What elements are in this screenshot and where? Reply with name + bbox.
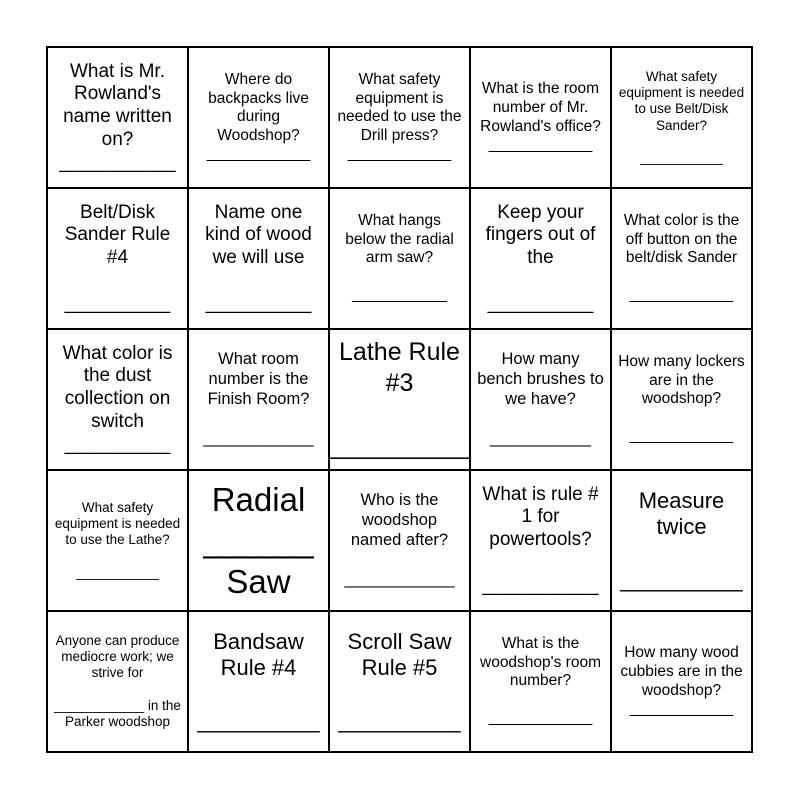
- bingo-cell[interactable]: Bandsaw Rule #4 __________: [188, 611, 329, 752]
- bingo-cell[interactable]: What safety equipment is needed to use the Drill press? ____________: [329, 47, 470, 188]
- bingo-cell[interactable]: Radial ______ Saw: [188, 470, 329, 611]
- bingo-cell[interactable]: What safety equipment is needed to use Belt/Disk Sander? ___________: [611, 47, 752, 188]
- bingo-cell[interactable]: How many lockers are in the woodshop? ____________: [611, 329, 752, 470]
- bingo-cell[interactable]: Where do backpacks live during Woodshop? ____________: [188, 47, 329, 188]
- bingo-cell[interactable]: What is Mr. Rowland's name written on? ___________: [47, 47, 188, 188]
- bingo-cell[interactable]: What is the woodshop's room number? ____________: [470, 611, 611, 752]
- bingo-cell[interactable]: What color is the off button on the belt/disk Sander ____________: [611, 188, 752, 329]
- bingo-cell[interactable]: Anyone can produce mediocre work; we strive for ____________ in the Parker woodshop: [47, 611, 188, 752]
- bingo-cell[interactable]: What is rule # 1 for powertools? ___________: [470, 470, 611, 611]
- bingo-cell[interactable]: Who is the woodshop named after? ____________: [329, 470, 470, 611]
- bingo-cell[interactable]: What is the room number of Mr. Rowland's office? ____________: [470, 47, 611, 188]
- bingo-cell[interactable]: Lathe Rule #3 __________: [329, 329, 470, 470]
- bingo-cell[interactable]: What room number is the Finish Room? ____________: [188, 329, 329, 470]
- bingo-cell[interactable]: Scroll Saw Rule #5 __________: [329, 611, 470, 752]
- bingo-cell[interactable]: What safety equipment is needed to use the Lathe? ___________: [47, 470, 188, 611]
- bingo-board: [46, 46, 753, 753]
- bingo-cell[interactable]: How many wood cubbies are in the woodshop? ____________: [611, 611, 752, 752]
- bingo-cell[interactable]: Belt/Disk Sander Rule #4 __________: [47, 188, 188, 329]
- bingo-cell[interactable]: How many bench brushes to we have? ___________: [470, 329, 611, 470]
- bingo-cell[interactable]: Keep your fingers out of the __________: [470, 188, 611, 329]
- bingo-cell[interactable]: Name one kind of wood we will use __________: [188, 188, 329, 329]
- bingo-cell[interactable]: Measure twice __________: [611, 470, 752, 611]
- bingo-cell[interactable]: What color is the dust collection on switch __________: [47, 329, 188, 470]
- bingo-cell[interactable]: What hangs below the radial arm saw? ___________: [329, 188, 470, 329]
